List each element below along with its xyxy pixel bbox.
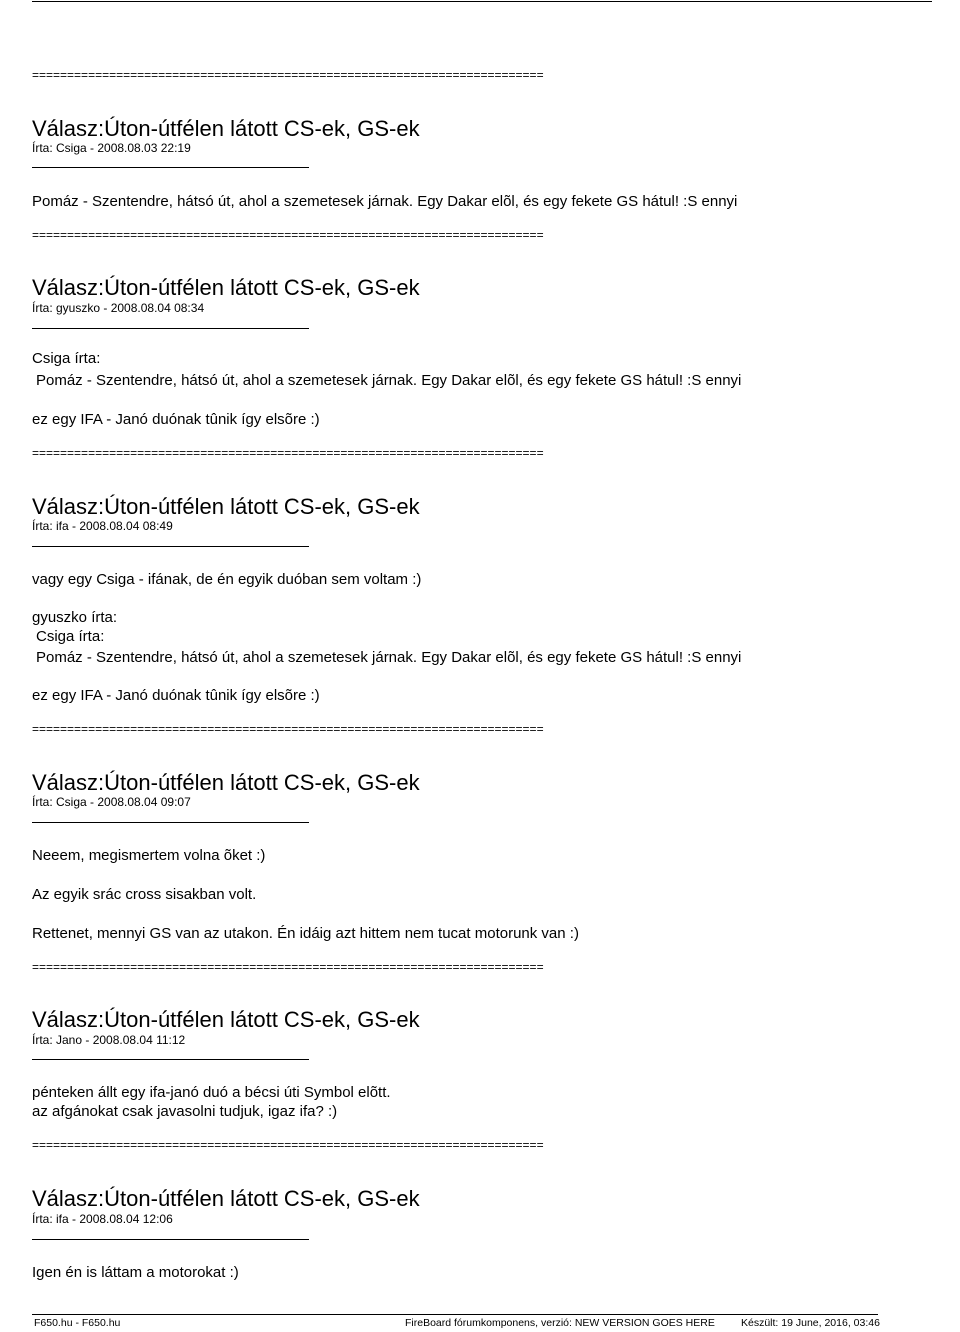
footer-component: FireBoard fórumkomponens, verzió: NEW VERSION GOES HERE xyxy=(405,1317,715,1329)
post-title: Válasz:Úton-útfélen látott CS-ek, GS-ek xyxy=(32,770,420,795)
post-text: Rettenet, mennyi GS van az utakon. Én idáig azt hittem nem tucat motorunk van :) xyxy=(32,925,579,942)
post-text: Pomáz - Szentendre, hátsó út, ahol a szemetesek járnak. Egy Dakar elõl, és egy fekete GS hátul! :S ennyi xyxy=(32,193,738,210)
separator: ========================================================================= xyxy=(32,960,544,974)
quote-author-nested: Csiga írta: xyxy=(36,628,105,645)
quote-author: gyuszko írta: xyxy=(32,609,118,626)
quote-text: Pomáz - Szentendre, hátsó út, ahol a szemetesek járnak. Egy Dakar elõl, és egy fekete GS hátul! :S ennyi xyxy=(36,372,742,389)
post-text: Neeem, megismertem volna õket :) xyxy=(32,847,266,864)
post-title: Válasz:Úton-útfélen látott CS-ek, GS-ek xyxy=(32,1186,420,1211)
post-title: Válasz:Úton-útfélen látott CS-ek, GS-ek xyxy=(32,275,420,300)
post-rule xyxy=(32,328,309,329)
top-border xyxy=(32,1,932,2)
footer-rule xyxy=(32,1314,878,1315)
post-text: vagy egy Csiga - ifának, de én egyik duóban sem voltam :) xyxy=(32,571,422,588)
post-rule xyxy=(32,1239,309,1240)
post-meta: Írta: ifa - 2008.08.04 12:06 xyxy=(32,1212,173,1226)
post-title: Válasz:Úton-útfélen látott CS-ek, GS-ek xyxy=(32,494,420,519)
post-meta: Írta: Csiga - 2008.08.03 22:19 xyxy=(32,141,191,155)
separator: ========================================================================= xyxy=(32,446,544,460)
post-meta: Írta: Csiga - 2008.08.04 09:07 xyxy=(32,795,191,809)
separator: ========================================================================= xyxy=(32,228,544,242)
post-text: az afgánokat csak javasolni tudjuk, igaz ifa? :) xyxy=(32,1103,338,1120)
post-meta: Írta: ifa - 2008.08.04 08:49 xyxy=(32,519,173,533)
post-text: Az egyik srác cross sisakban volt. xyxy=(32,886,257,903)
post-title: Válasz:Úton-útfélen látott CS-ek, GS-ek xyxy=(32,1007,420,1032)
post-text: ez egy IFA - Janó duónak tûnik így elsõre :) xyxy=(32,411,320,428)
quote-author: Csiga írta: xyxy=(32,350,101,367)
post-meta: Írta: gyuszko - 2008.08.04 08:34 xyxy=(32,301,205,315)
separator: ========================================================================= xyxy=(32,68,544,82)
post-text: ez egy IFA - Janó duónak tûnik így elsõre :) xyxy=(32,687,320,704)
post-rule xyxy=(32,1059,309,1060)
separator: ========================================================================= xyxy=(32,1138,544,1152)
post-rule xyxy=(32,167,309,168)
post-text: Igen én is láttam a motorokat :) xyxy=(32,1264,239,1281)
post-text: pénteken állt egy ifa-janó duó a bécsi úti Symbol elõtt. xyxy=(32,1084,391,1101)
post-meta: Írta: Jano - 2008.08.04 11:12 xyxy=(32,1033,186,1047)
quote-text: Pomáz - Szentendre, hátsó út, ahol a szemetesek járnak. Egy Dakar elõl, és egy fekete GS hátul! :S ennyi xyxy=(36,649,742,666)
post-title: Válasz:Úton-útfélen látott CS-ek, GS-ek xyxy=(32,116,420,141)
footer-site: F650.hu - F650.hu xyxy=(34,1317,121,1329)
post-rule xyxy=(32,546,309,547)
separator: ========================================================================= xyxy=(32,722,544,736)
footer-generated: Készült: 19 June, 2016, 03:46 xyxy=(741,1317,880,1329)
post-rule xyxy=(32,822,309,823)
